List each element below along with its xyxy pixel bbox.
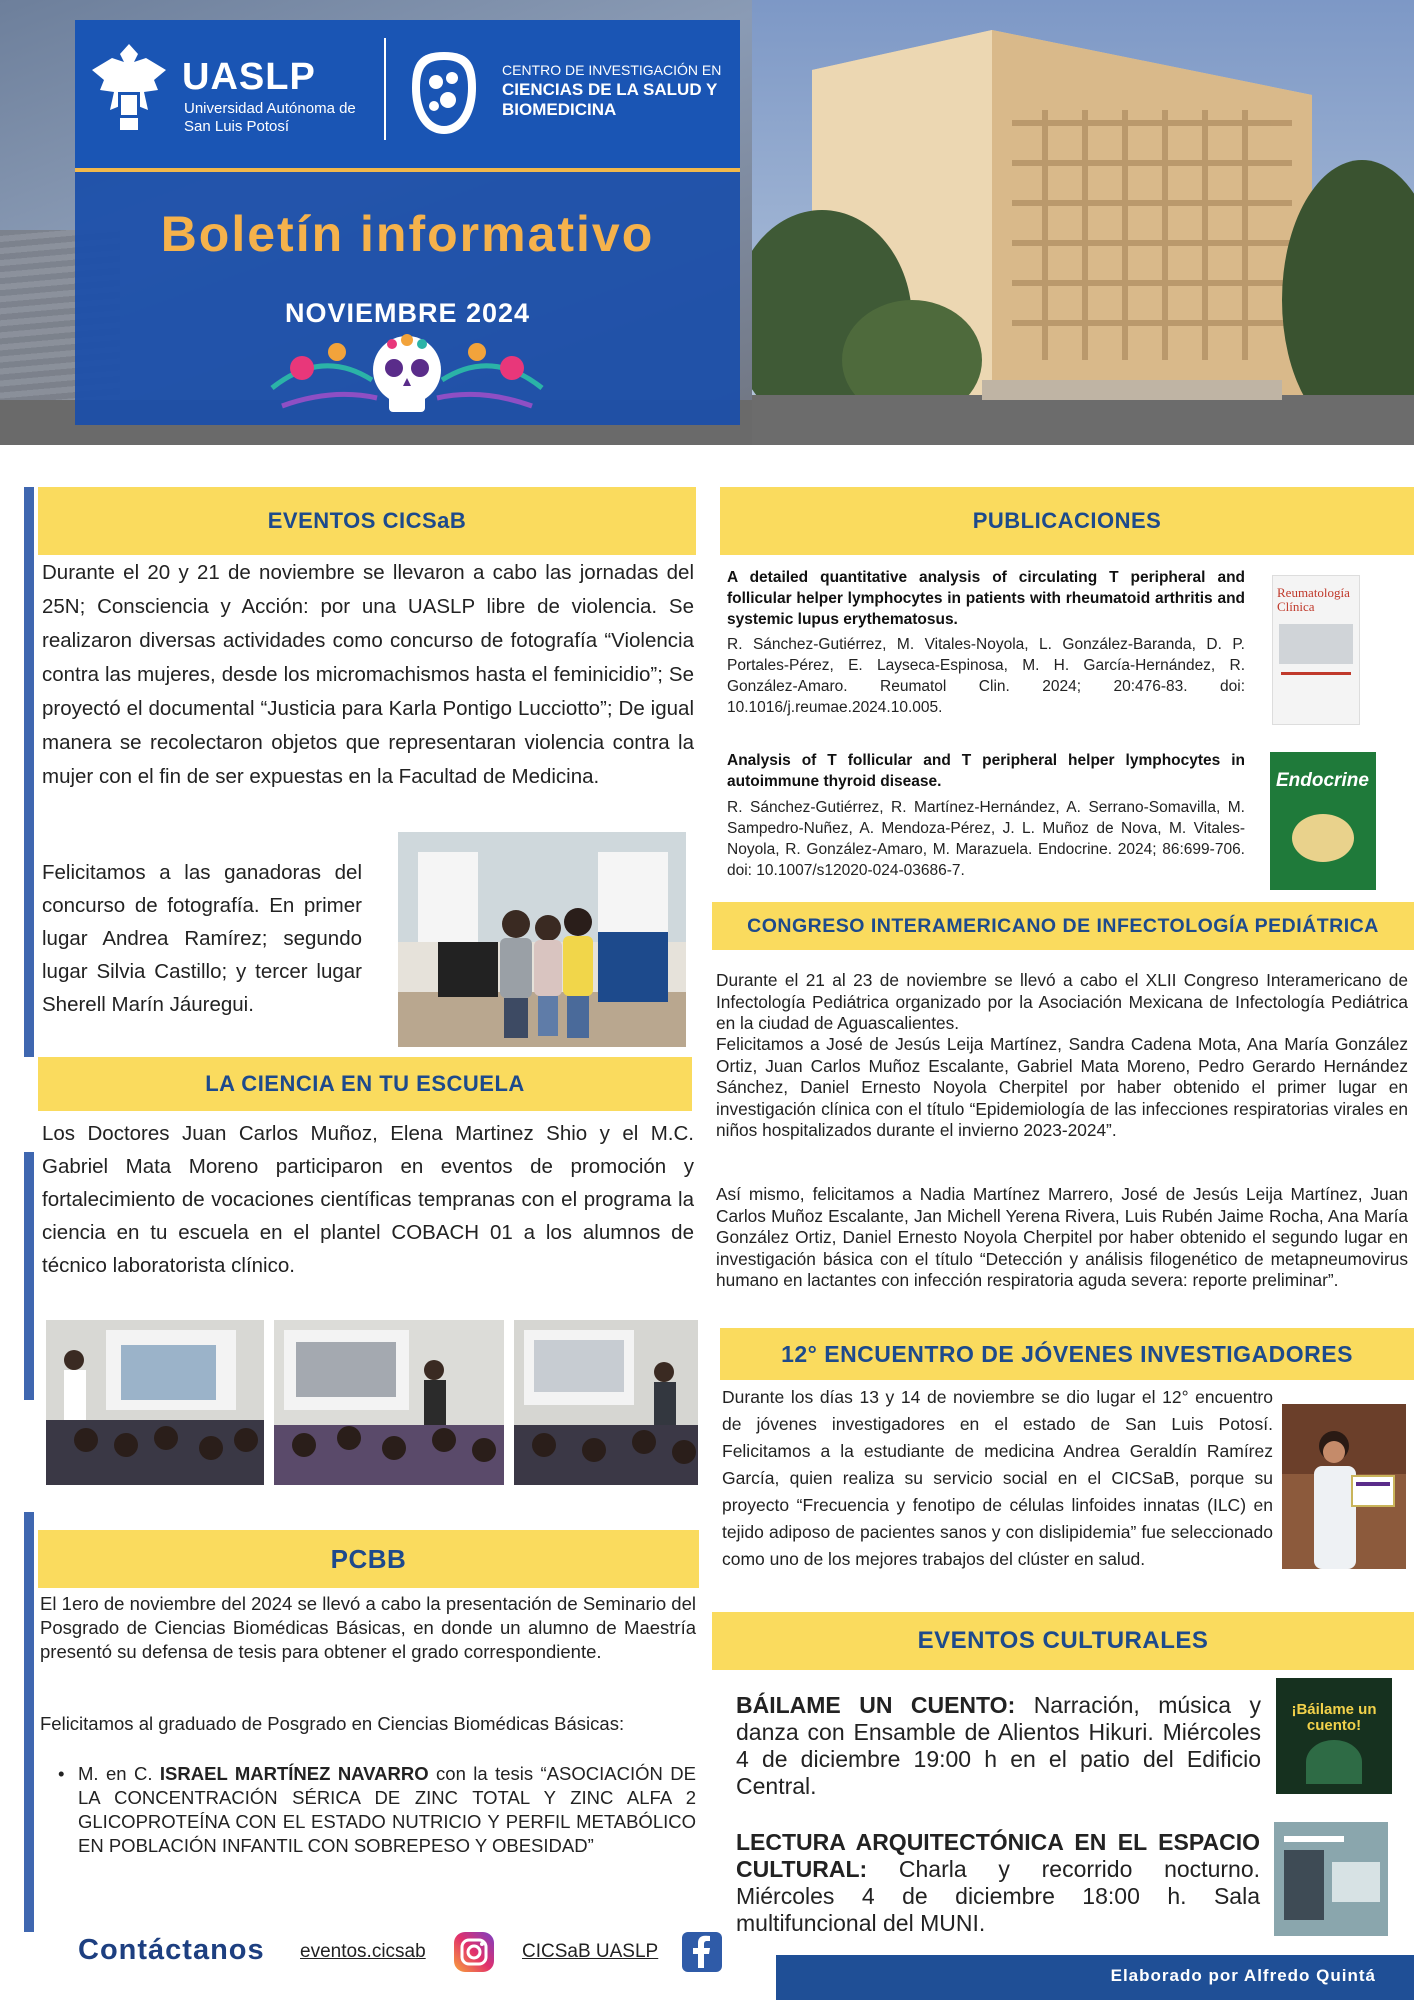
poster-bailame-title: ¡Báilame un cuento! (1291, 1701, 1377, 1734)
pub2-title: Analysis of T follicular and T peripheral helper lymphocytes in autoimmune thyroid disease. (727, 752, 1245, 790)
heading-eventos-culturales: EVENTOS CULTURALES (712, 1612, 1414, 1670)
poster-bailame (1276, 1678, 1392, 1794)
eventos-paragraph: Durante el 20 y 21 de noviembre se llevaron a cabo las jornadas del 25N; Consciencia y Acción: por una UASLP libre de violencia. Se realizaron diversas actividades como concurso de fotografía “Violencia contra las mujeres, desde los micromachismos hasta el feminicidio”; Se proyectó el documental “Justicia para Karla Pontigo Lucciotto”; De igual manera se recolectaron objetos que representaran violencia contra la mujer con el fin de ser expuestas en la Facultad de Medicina. (42, 561, 694, 788)
graduate-thesis: con la tesis “ASOCIACIÓN DE LA CONCENTRACIÓN SÉRICA DE ZINC TOTAL Y ZINC ALFA 2 GLICOPROTEÍNA CON EL ESTADO NUTRICIO Y PERFIL METABÓLICO EN POBLACIÓN INFANTIL CON SOBREPESO Y OBESIDAD” (78, 1763, 696, 1856)
event2-details: Charla y recorrido nocturno. Miércoles 4 de diciembre 18:00 h. Sala multifuncional del MUNI. (736, 1856, 1260, 1936)
pcbb-paragraph: El 1ero de noviembre del 2024 se llevó a cabo la presentación de Seminario del Posgrado de Ciencias Biomédicas Básicas, en donde un alumno de Maestría presentó su defensa de tesis para obtener el grado correspondiente. (40, 1593, 696, 1662)
uaslp-fullname: Universidad Autónoma de San Luis Potosí (184, 100, 356, 135)
event1-details: Narración, música y danza con Ensamble de Alientos Hikuri. Miércoles 4 de diciembre 19:00 h en el patio del Edificio Central. (736, 1692, 1262, 1799)
uaslp-shield-icon (88, 40, 170, 140)
accent-bar-ciencia (24, 1152, 34, 1400)
event2-title: LECTURA ARQUITECTÓNICA EN EL ESPACIO CULTURAL: (736, 1829, 1260, 1882)
pcbb-congrats: Felicitamos al graduado de Posgrado en Ciencias Biomédicas Básicas: (40, 1713, 625, 1734)
encuentro-paragraph: Durante los días 13 y 14 de noviembre se dio lugar el 12° encuentro de jóvenes investigadores en el estado de San Luis Potosí. Felicitamos a la estudiante de medicina Andrea Geraldín Ramírez García, quien realiza su servicio social en el CICSaB, porque su proyecto “Frecuencia y fenotipo de células linfoides innatas (ILC) en tejido adiposo de pacientes sanos y con dislipidemia” fue seleccionado como uno de los mejores trabajos del clúster en salud. (722, 1387, 1273, 1569)
congreso-second-place: Así mismo, felicitamos a Nadia Martínez Marrero, José de Jesús Leija Martínez, Juan Carlos Muñoz Escalante, Jan Michell Yerena Rivera, Luis Rubén Jaime Rocha, Ana María González Ortiz, Daniel Ernesto Noyola Cherpitel por haber obtenido el segundo lugar en investigación básica con el título “Detección y análisis filogenético de metapneumovirus humano en lactantes con infección respiratoria aguda severa: reporte preliminar”. (716, 1184, 1408, 1290)
poster-line (1284, 1836, 1344, 1842)
contact-heading: Contáctanos (78, 1934, 265, 1966)
bullet-dot: • (58, 1763, 65, 1784)
photo-classroom-3 (514, 1320, 698, 1485)
poster-text-block (1332, 1862, 1380, 1902)
facebook-link[interactable]: CICSaB UASLP (522, 1941, 659, 1962)
pub1-authors: R. Sánchez-Gutiérrez, M. Vitales-Noyola, L. González-Baranda, D. P. Portales-Pérez, E. Layseca-Espinosa, M. H. García-Hernández, R. González-Amaro. Reumatol Clin. 2024; 20:476-83. doi: 10.1016/j.reumae.2024.10.005. (727, 636, 1245, 716)
cultural-event-1 (736, 1692, 1261, 1800)
cicsab-logo-icon (408, 48, 480, 138)
heading-congreso: CONGRESO INTERAMERICANO DE INFECTOLOGÍA PEDIÁTRICA (712, 902, 1414, 950)
congreso-intro: Durante el 21 al 23 de noviembre se llevó a cabo el XLII Congreso Interamericano de Infectología Pediátrica organizado por la Asociación Mexicana de Infectología Pediátrica en la ciudad de Aguascalientes. (716, 970, 1408, 1033)
photo-young-researcher (1282, 1404, 1406, 1569)
footer-bar (776, 1955, 1414, 2000)
pub1-title: A detailed quantitative analysis of circulating T peripheral and follicular helper lymphocytes in patients with rheumatoid arthritis and systemic lupus erythematosus. (727, 569, 1245, 628)
heading-publicaciones: PUBLICACIONES (720, 487, 1414, 555)
heading-encuentro: 12° ENCUENTRO DE JÓVENES INVESTIGADORES (720, 1328, 1414, 1380)
cover-endocrine (1270, 752, 1376, 890)
poster-figure (1306, 1740, 1362, 1784)
sugar-skull-icon (262, 328, 552, 418)
cultural-event-2 (736, 1829, 1260, 1937)
congreso-first-place: Felicitamos a José de Jesús Leija Martínez, Sandra Cadena Mota, Ana María González Ortiz, Juan Carlos Muñoz Escalante, Gabriel Mata Moreno, Pedro Gerardo Hernández Sánchez, Daniel Ernesto Noyola Cherpitel por haber obtenido el primer lugar en investigación clínica con el título “Epidemiología de las infecciones respiratorias virales en niños hospitalizados durante el invierno 2023-2024”. (716, 1034, 1408, 1140)
eventos-winners: Felicitamos a las ganadoras del concurso de fotografía. En primer lugar Andrea Ramírez; segundo lugar Silvia Castillo; y tercer lugar Sherell Marín Jáuregui. (42, 861, 362, 1016)
header-banner (0, 0, 1414, 445)
center-name-line1: CENTRO DE INVESTIGACIÓN EN (502, 62, 722, 78)
graduate-name: ISRAEL MARTÍNEZ NAVARRO (159, 1763, 429, 1784)
cover-image (1279, 624, 1353, 664)
building-photo (752, 0, 1414, 445)
credit-text: Elaborado por Alfredo Quintá (1110, 1966, 1376, 1985)
ciencia-paragraph: Los Doctores Juan Carlos Muñoz, Elena Martinez Shio y el M.C. Gabriel Mata Moreno participaron en eventos de promoción y fortalecimiento de vocaciones científicas tempranas con el programa la ciencia en tu escuela en el plantel COBACH 01 a los alumnos de técnico laboratorista clínico. (42, 1122, 694, 1277)
photo-contest-winners (398, 832, 686, 1047)
cover-endocrine-title: Endocrine (1276, 770, 1369, 791)
heading-eventos-cicsab: EVENTOS CICSaB (38, 487, 696, 555)
facebook-icon[interactable] (682, 1932, 722, 1972)
heading-pcbb: PCBB (38, 1530, 699, 1588)
instagram-link[interactable]: eventos.cicsab (300, 1941, 426, 1962)
cover-reumatologia (1272, 575, 1360, 725)
graduate-degree: M. en C. (78, 1763, 153, 1784)
uaslp-wordmark: UASLP (182, 56, 316, 98)
cover-line (1281, 672, 1351, 675)
gold-divider (75, 168, 740, 172)
pcbb-graduate-item (58, 1762, 696, 1858)
instagram-icon[interactable] (452, 1930, 496, 1974)
cover-image (1292, 814, 1354, 862)
photo-classroom-1 (46, 1320, 264, 1485)
accent-bar-pcbb (24, 1512, 34, 1932)
poster-lectura (1274, 1822, 1388, 1936)
heading-ciencia-escuela: LA CIENCIA EN TU ESCUELA (38, 1057, 692, 1111)
pub2-authors: R. Sánchez-Gutiérrez, R. Martínez-Hernández, A. Serrano-Somavilla, M. Sampedro-Nuñez, A. Mendoza-Pérez, J. L. Muñoz de Nova, M. Vitales-Noyola, R. González-Amaro, M. Marazuela. Endocrine. 2024; 86:699-706. doi: 10.1007/s12020-024-03686-7. (727, 799, 1245, 879)
bulletin-title: Boletín informativo (160, 206, 655, 262)
accent-bar-eventos (24, 487, 34, 1057)
photo-classroom-2 (274, 1320, 504, 1485)
event1-title: BÁILAME UN CUENTO: (736, 1692, 1016, 1718)
center-name-line2: CIENCIAS DE LA SALUD Y BIOMEDICINA (502, 80, 718, 119)
poster-building (1284, 1850, 1324, 1920)
cover-reumatologia-title: Reumatología Clínica (1277, 585, 1350, 614)
logo-separator (384, 38, 386, 140)
bulletin-month: NOVIEMBRE 2024 (284, 298, 531, 328)
